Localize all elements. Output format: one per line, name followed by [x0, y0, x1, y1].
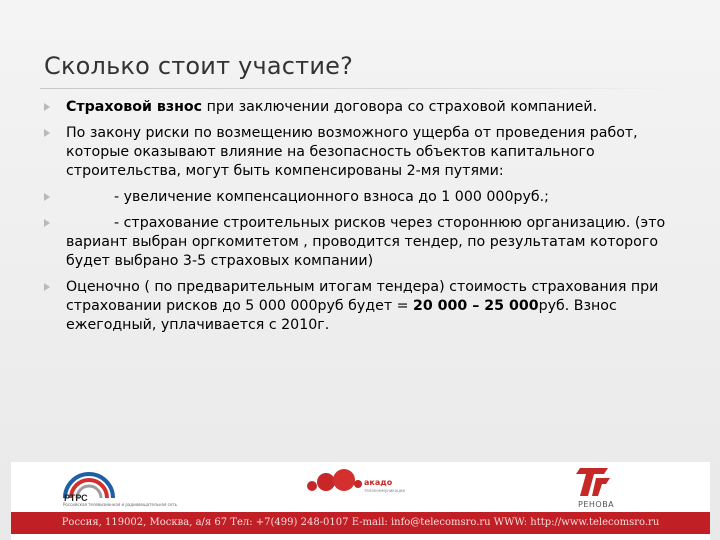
bullet-list [44, 98, 684, 342]
bullet-text: - увеличение компенсационного взноса до 1 000 000руб.; [114, 189, 549, 205]
rtrs-logo-text: РТРС [64, 493, 88, 502]
rtrs-logo [61, 468, 178, 512]
list-item [44, 278, 684, 335]
triangle-right-icon [44, 103, 50, 111]
bullet-text: руб. Взнос ежегодный, уплачивается с 2010г. [66, 298, 617, 333]
renova-logo-text: РЕНОВА [578, 500, 615, 509]
bullet-text: - страхование строительных рисков через стороннюю организацию. (это вариант выбран оргкомитетом , проводится тендер, по результатам которого будет выбрано 3-5 страховых компании) [66, 215, 666, 269]
renova-logo-icon [574, 464, 614, 498]
triangle-right-icon [44, 129, 50, 137]
footer [11, 462, 710, 540]
bullet-text: По закону риски по возмещению возможного ущерба от проведения работ, которые оказывают влияние на безопасность объектов капитального строительства, могут быть компенсированы 2-мя путями: [66, 125, 638, 179]
akado-logo-subtitle: телекоммуникации [364, 488, 406, 493]
triangle-right-icon [44, 219, 50, 227]
akado-logo [306, 468, 416, 508]
akado-logo-text: акадо [364, 478, 393, 487]
contact-band: Россия, 119002, Москва, а/я 67 Тел: +7(499) 248-0107 E-mail: info@telecomsro.ru WWW: http://www.telecomsro.ru [11, 512, 710, 534]
bullet-text-bold: Страховой взнос [66, 99, 203, 115]
list-item [44, 214, 684, 271]
bullet-text-bold: 20 000 – 25 000 [413, 298, 539, 314]
list-item [44, 124, 684, 181]
triangle-right-icon [44, 283, 50, 291]
rtrs-logo-icon [61, 468, 121, 502]
title-divider [40, 88, 680, 89]
bullet-text: при заключении договора со страховой компанией. [202, 99, 598, 115]
triangle-right-icon [44, 193, 50, 201]
renova-logo [574, 464, 634, 514]
list-item [44, 98, 684, 117]
rtrs-logo-subtitle: Российская телевизионная и радиовещательная сеть [63, 502, 178, 507]
list-item [44, 188, 684, 207]
akado-dots-icon [306, 468, 362, 498]
slide-title: Сколько стоит участие? [44, 52, 354, 80]
bullet-text: Оценочно ( по предварительным итогам тендера) стоимость страхования при страховании рисков до 5 000 000руб будет = [66, 279, 659, 314]
